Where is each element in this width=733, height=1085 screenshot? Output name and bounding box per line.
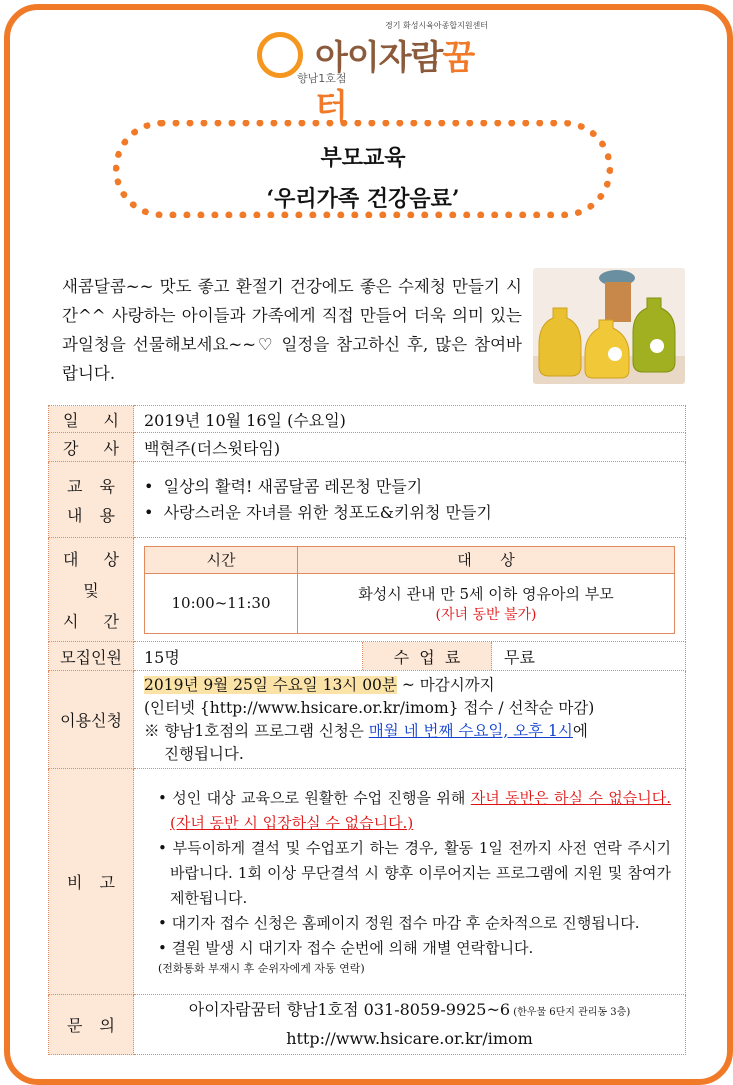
logo-name-b: 꿈터 [315, 38, 475, 127]
recruit-value: 15명 [144, 647, 180, 667]
target-label [49, 538, 134, 642]
contact-url[interactable]: http://www.hsicare.or.kr/imom [286, 1029, 533, 1048]
apply-value [134, 671, 686, 769]
label-char: 육 [99, 476, 115, 496]
instructor-value: 백현주(더스윗타임) [134, 433, 686, 462]
apply-line1: ~ 마감시까지 [396, 675, 495, 694]
remark-note: (전화통화 부재시 후 순위자에게 자동 연락) [158, 962, 365, 975]
label-char: 시 [103, 410, 119, 430]
date-label [49, 406, 134, 433]
schedule-time: 10:00~11:30 [145, 573, 298, 633]
fee-value: 무료 [504, 647, 535, 667]
contact-label [49, 995, 134, 1055]
remark-text: 부득이하게 결석 및 수업포기 하는 경우, 활동 1일 전까지 사전 연락 주시기 바랍니다. 1회 이상 무단결석 시 향후 이루어지는 프로그램에 지원 및 참여가 제한됩니다. [170, 839, 671, 907]
label-char: 일 [63, 410, 79, 430]
content-value: • 일상의 활력! 새콤달콤 레몬청 만들기 • 사랑스러운 자녀를 위한 청포도&키위청 만들기 [134, 462, 686, 538]
remark-text: 결원 발생 시 대기자 접수 순번에 의해 개별 연락합니다. [171, 939, 534, 957]
content-item: 일상의 활력! 새콤달콤 레몬청 만들기 [163, 476, 423, 496]
info-table [48, 405, 686, 1055]
page-subtitle: ‘우리가족 건강음료’ [266, 186, 460, 212]
remark-text: 성인 대상 교육으로 원활한 수업 진행을 위해 [172, 789, 471, 807]
row-target [49, 538, 686, 642]
apply-line4: 진행됩니다. [164, 744, 244, 763]
label-char: 대 [63, 550, 79, 569]
target-note: (자녀 동반 불가) [435, 606, 537, 623]
content-label [49, 462, 134, 538]
label-char: 상 [103, 550, 119, 569]
label-char: 의 [99, 1016, 115, 1035]
remark-item: • 부득이하게 결석 및 수업포기 하는 경우, 활동 1일 전까지 사전 연락 주시기 바랍니다. 1회 이상 무단결석 시 향후 이루어지는 프로그램에 지원 및 참여가 제한됩니다. [158, 839, 671, 907]
label-char: 상 [500, 551, 515, 569]
label-char: 고 [99, 873, 115, 892]
row-apply [49, 671, 686, 769]
intro-text: 새콤달콤~~ 맛도 좋고 환절기 건강에도 좋은 수제청 만들기 시간^^ 사랑하는 아이들과 가족에게 직접 만들어 더욱 의미 있는 과일청을 선물해보세요~~♡ 일정을 참고하신 후, 많은 참여바랍니다. [62, 277, 522, 383]
label-char: 및 [83, 581, 99, 600]
instructor-label [49, 433, 134, 462]
label-char: 사 [103, 438, 119, 458]
row-contact [49, 995, 686, 1055]
label-char: 료 [444, 647, 461, 667]
apply-line2: (인터넷 {http://www.hsicare.or.kr/imom} 접수 / 선착순 마감) [144, 698, 595, 717]
remark-warning: 자녀 동반은 하실 수 없습니다. (자녀 동반 시 입장하실 수 없습니다.) [170, 789, 671, 832]
logo-name-a: 아이자람 [315, 38, 443, 78]
apply-line3-end: 에 [572, 721, 588, 740]
apply-deadline: 2019년 9월 25일 수요일 13시 00분 [144, 675, 397, 694]
logo [255, 18, 495, 127]
title-box [113, 120, 613, 218]
remark-item: • 성인 대상 교육으로 원활한 수업 진행을 위해 자녀 동반은 하실 수 없습니다. (자녀 동반 시 입장하실 수 없습니다.) [158, 789, 671, 832]
row-recruit [49, 642, 686, 671]
label-char: 내 [67, 505, 83, 525]
apply-label: 이용신청 [49, 671, 134, 769]
content-item: 사랑스러운 자녀를 위한 청포도&키위청 만들기 [163, 502, 492, 522]
remarks-value [134, 769, 686, 995]
contact-value [134, 995, 686, 1055]
fruit-jars-photo [533, 268, 685, 384]
logo-org: 경기 화성시육아종합지원센터 [385, 21, 489, 30]
recruit-label: 모집인원 [49, 642, 134, 671]
label-char: 교 [67, 476, 83, 496]
row-date [49, 406, 686, 433]
label-char: 비 [67, 873, 83, 892]
row-content [49, 462, 686, 538]
label-char: 대 [457, 551, 472, 569]
page-title: 부모교육 [320, 145, 406, 171]
label-char: 문 [67, 1016, 83, 1035]
contact-address: (한우물 6단지 관리동 3층) [510, 1007, 631, 1018]
label-char: 간 [103, 612, 119, 631]
fee-label [363, 642, 492, 670]
contact-phone: 아이자람꿈터 향남1호점 031-8059-9925~6 [188, 1000, 511, 1019]
target-text: 화성시 관내 만 5세 이하 영유아의 부모 [358, 584, 614, 603]
row-remarks [49, 769, 686, 995]
label-char: 강 [63, 438, 79, 458]
target-cell [134, 538, 686, 642]
col-target-header [298, 546, 675, 573]
row-instructor [49, 433, 686, 462]
label-char: 업 [419, 647, 435, 667]
col-time-header: 시간 [145, 546, 298, 573]
logo-branch: 향남1호점 [297, 72, 347, 85]
remarks-label [49, 769, 134, 995]
schedule-table [144, 546, 675, 634]
label-char: 수 [393, 647, 410, 667]
remark-item: • 결원 발생 시 대기자 접수 순번에 의해 개별 연락합니다. [158, 939, 534, 957]
label-char: 용 [99, 505, 115, 525]
apply-schedule-link[interactable]: 매월 네 번째 수요일, 오후 1시 [368, 721, 573, 740]
date-value: 2019년 10월 16일 (수요일) [134, 406, 686, 433]
recruit-cell [134, 642, 686, 671]
apply-line3: ※ 향남1호점의 프로그램 신청은 [144, 721, 369, 740]
remark-item: • 대기자 접수 신청은 홈페이지 정원 접수 마감 후 순차적으로 진행됩니다. [158, 914, 640, 932]
remark-text: 대기자 접수 신청은 홈페이지 정원 접수 마감 후 순차적으로 진행됩니다. [171, 914, 640, 932]
label-char: 시 [63, 612, 79, 631]
schedule-target [298, 573, 675, 633]
